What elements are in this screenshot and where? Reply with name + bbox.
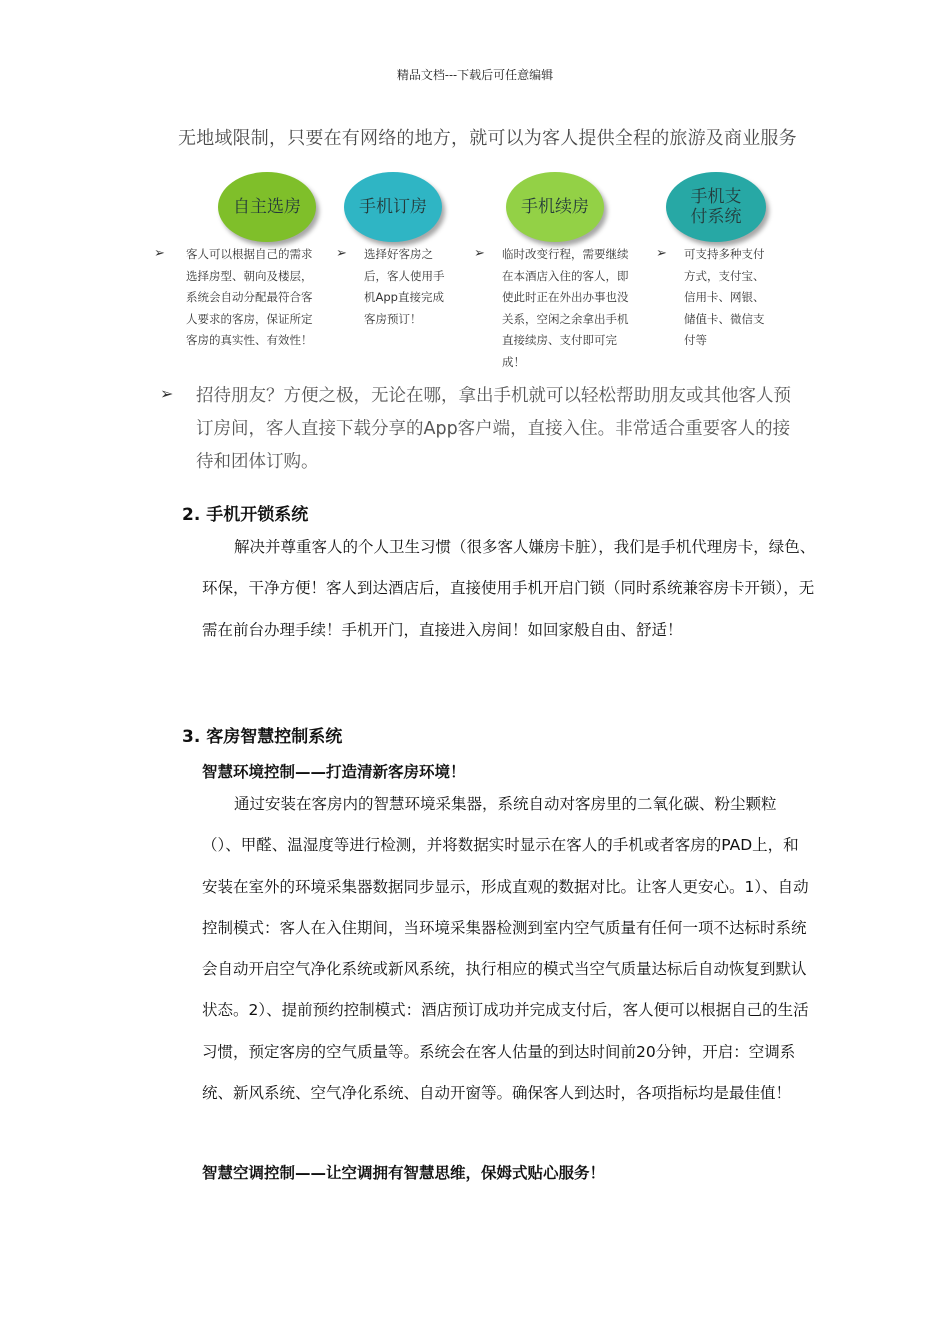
section-2-title: 2. 手机开锁系统 bbox=[182, 505, 309, 525]
feature-title: 自主选房 bbox=[233, 197, 301, 217]
section-3-subtitle-aircon: 智慧空调控制——让空调拥有智慧思维，保姆式贴心服务！ bbox=[202, 1164, 606, 1182]
feature-title: 手机支付系统 bbox=[690, 187, 742, 227]
feature-circle bbox=[344, 172, 442, 242]
arrow-bullet-icon: ➢ bbox=[336, 246, 347, 261]
feature-circle bbox=[666, 172, 766, 242]
arrow-bullet-icon: ➢ bbox=[656, 246, 667, 261]
feature-circle bbox=[218, 172, 316, 242]
section-2-body: 解决并尊重客人的个人卫生习惯（很多客人嫌房卡脏），我们是手机代理房卡，绿色、环保，干净方便！客人到达酒店后，直接使用手机开启门锁（同时系统兼容房卡开锁），无需在前台办理手续！手机开门，直接进入房间！如回家般自由、舒适！ bbox=[202, 538, 816, 639]
arrow-bullet-icon: ➢ bbox=[474, 246, 485, 261]
bullet-text: 招待朋友？方便之极，无论在哪，拿出手机就可以轻松帮助朋友或其他客人预订房间，客人直接下载分享的App客户端，直接入住。非常适合重要客人的接待和团体订购。 bbox=[196, 386, 791, 472]
feature-description: 客人可以根据自己的需求选择房型、朝向及楼层，系统会自动分配最符合客人要求的客房，保证所定客房的真实性、有效性！ bbox=[186, 247, 313, 347]
feature-title: 手机订房 bbox=[359, 197, 427, 217]
feature-circle bbox=[506, 172, 604, 242]
section-3-body: 通过安装在客房内的智慧环境采集器，系统自动对客房里的二氧化碳、粉尘颗粒（）、甲醛、温湿度等进行检测，并将数据实时显示在客人的手机或者客房的PAD上，和安装在室外的环境采集器数据同步显示，形成直观的数据对比。让客人更安心。1）、自动控制模式：客人在入住期间，当环境采集器检测到室内空气质量有任何一项不达标时系统会自动开启空气净化系统或新风系统，执行相应的模式当空气质量达标后自动恢复到默认状态。2）、提前预约控制模式：酒店预订成功并完成支付后，客人便可以根据自己的生活习惯，预定客房的空气质量等。系统会在客人估量的到达时间前20分钟，开启：空调系统、新风系统、空气净化系统、自动开窗等。确保客人到达时，各项指标均是最佳值！ bbox=[202, 795, 809, 1103]
arrow-bullet-icon: ➢ bbox=[160, 384, 174, 403]
section-3-title: 3. 客房智慧控制系统 bbox=[182, 727, 343, 747]
section-3-subtitle-environment: 智慧环境控制——打造清新客房环境！ bbox=[202, 763, 466, 781]
intro-text: 无地域限制，只要在有网络的地方，就可以为客人提供全程的旅游及商业服务 bbox=[178, 128, 797, 149]
arrow-bullet-icon: ➢ bbox=[154, 246, 165, 261]
feature-title: 手机续房 bbox=[521, 197, 589, 217]
feature-description: 选择好客房之后，客人使用手机App直接完成客房预订！ bbox=[364, 247, 445, 326]
feature-description: 可支持多种支付方式，支付宝、信用卡、网银、储值卡、微信支付等 bbox=[684, 247, 765, 347]
feature-description: 临时改变行程，需要继续在本酒店入住的客人，即使此时正在外出办事也没关系，空闲之余拿出手机直接续房、支付即可完成！ bbox=[502, 247, 629, 369]
page-header: 精品文档---下载后可任意编辑 bbox=[396, 68, 554, 82]
